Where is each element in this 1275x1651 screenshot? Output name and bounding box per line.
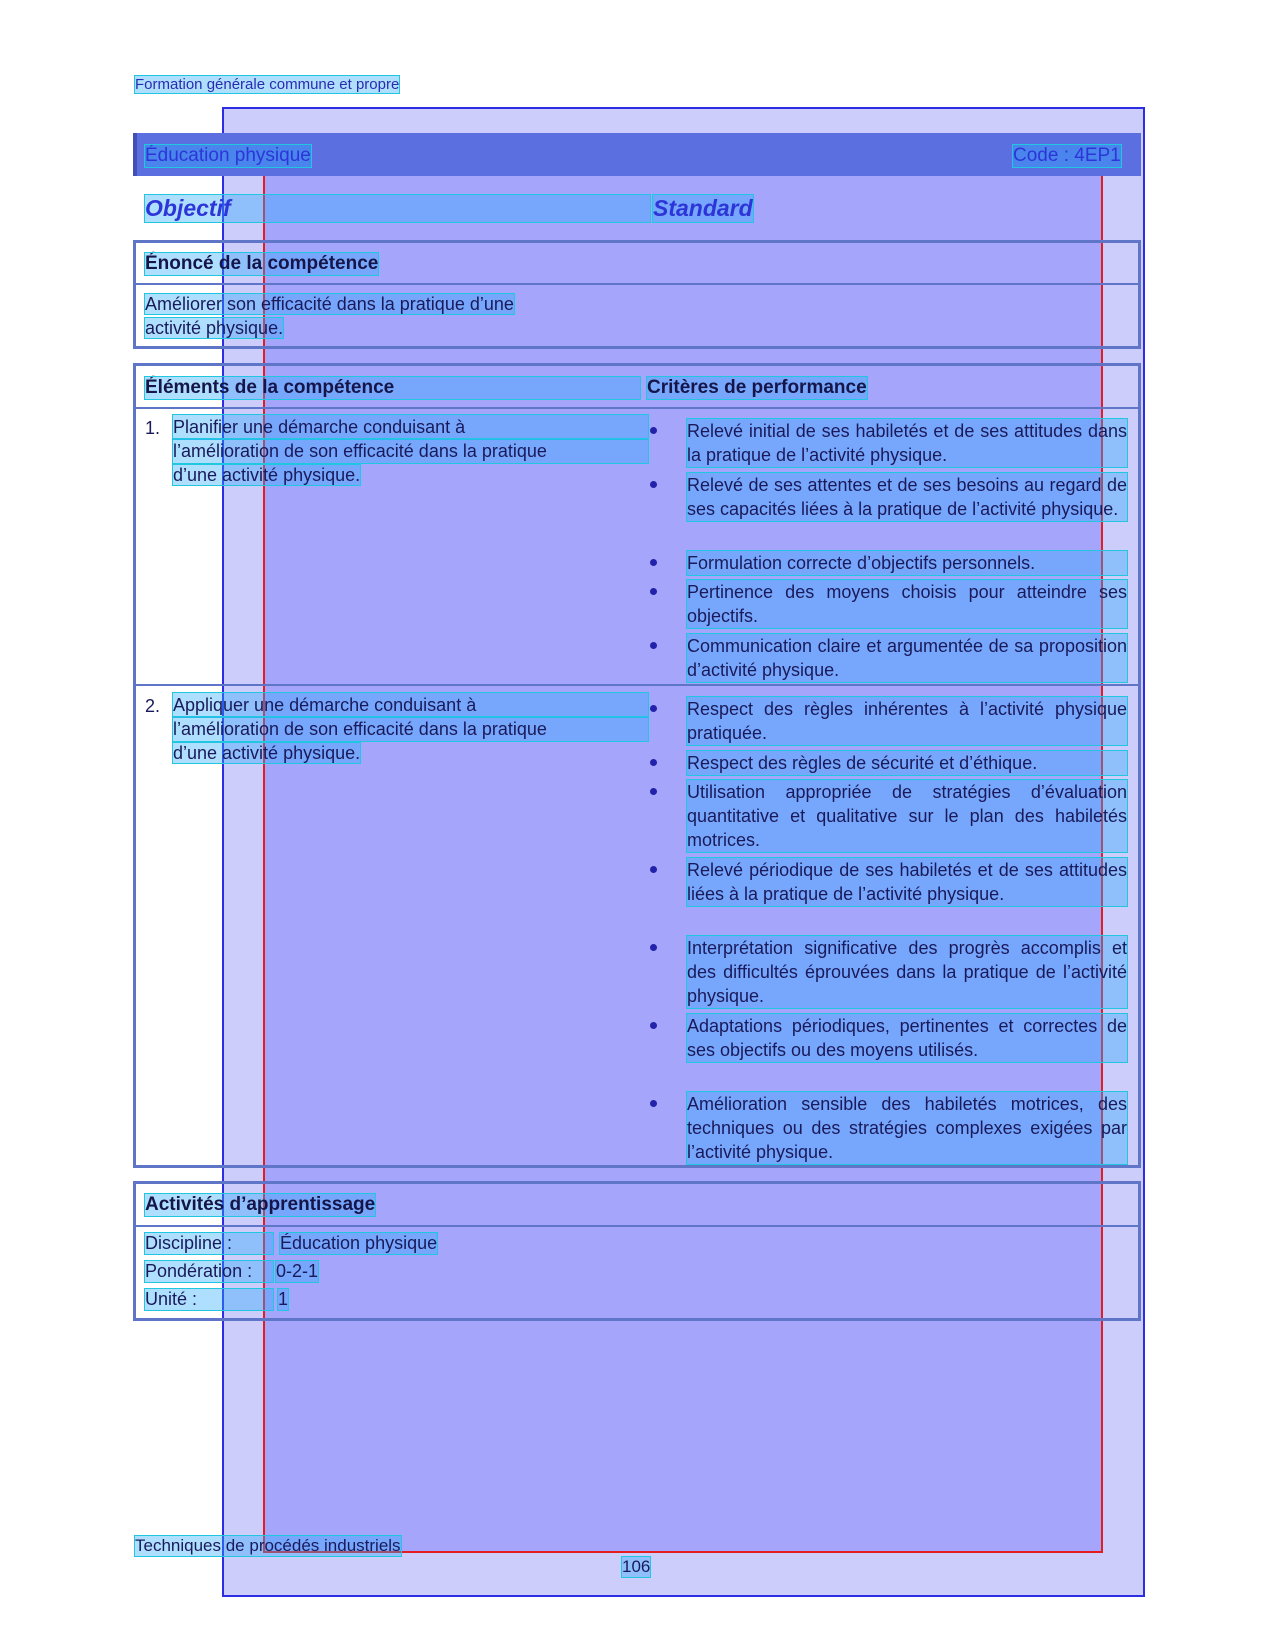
elements-row-divider: [136, 684, 1138, 686]
element-text: [173, 693, 613, 765]
criterion-text: Adaptations périodiques, pertinentes et correctes de ses objectifs ou des moyens utilisés.: [687, 1016, 1127, 1060]
criterion-text: Respect des règles inhérentes à l’activité physique pratiquée.: [687, 699, 1127, 743]
enonce-line: activité physique.: [145, 318, 284, 338]
criterion-text: Formulation correcte d’objectifs personnels.: [687, 551, 1127, 575]
element-number: 2.: [145, 696, 161, 716]
enonce-divider: [136, 283, 1138, 285]
enonce-line: Améliorer son efficacité dans la pratique d’une: [145, 294, 514, 314]
ponderation-value: 0-2-1: [276, 1261, 319, 1281]
objectif-heading: Objectif: [145, 195, 650, 222]
bullet-icon: [650, 759, 657, 766]
criteria-heading: Critères de performance: [647, 377, 867, 398]
criterion-text: Amélioration sensible des habiletés motrices, des techniques ou des stratégies complexes exigées par l’activité physique.: [687, 1094, 1127, 1162]
criterion-text: Relevé de ses attentes et de ses besoins au regard de ses capacités liées à la pratique de l’activité physique.: [687, 475, 1127, 519]
enonce-heading: Énoncé de la compétence: [145, 253, 379, 274]
criterion-text: Relevé initial de ses habiletés et de ses attitudes dans la pratique de l’activité physique.: [687, 421, 1127, 465]
running-header: Formation générale commune et propre: [135, 76, 400, 93]
elements-heading: Éléments de la compétence: [145, 377, 640, 399]
page-number: 106: [622, 1557, 651, 1576]
bullet-icon: [650, 559, 657, 566]
criterion-text: Communication claire et argumentée de sa proposition d’activité physique.: [687, 636, 1127, 680]
bullet-icon: [650, 705, 657, 712]
bullet-icon: [650, 1022, 657, 1029]
standard-heading: Standard: [653, 195, 753, 221]
bullet-icon: [650, 788, 657, 795]
element-line: Planifier une démarche conduisant à: [173, 415, 648, 439]
unite-value: 1: [278, 1289, 289, 1309]
footer-program: Techniques de procédés industriels: [135, 1536, 401, 1555]
bullet-icon: [650, 427, 657, 434]
enonce-text: [145, 292, 575, 340]
criterion-text: Utilisation appropriée de stratégies d’évaluation quantitative et qualitative sur le plan des habiletés motrices.: [687, 782, 1127, 850]
activites-divider: [136, 1225, 1138, 1227]
discipline-value: Éducation physique: [280, 1233, 438, 1253]
activites-heading: Activités d’apprentissage: [145, 1194, 376, 1215]
element-line: Appliquer une démarche conduisant à: [173, 693, 648, 717]
criterion-text: Respect des règles de sécurité et d’éthique.: [687, 751, 1127, 775]
elements-divider: [136, 407, 1138, 409]
element-number: 1.: [145, 418, 161, 438]
bullet-icon: [650, 481, 657, 488]
ponderation-label: Pondération :: [145, 1261, 273, 1282]
discipline-label: Discipline :: [145, 1233, 273, 1254]
bullet-icon: [650, 866, 657, 873]
bullet-icon: [650, 1100, 657, 1107]
bullet-icon: [650, 642, 657, 649]
bullet-icon: [650, 944, 657, 951]
criterion-text: Interprétation significative des progrès accomplis et des difficultés éprouvées dans la pratique de l’activité physique.: [687, 938, 1127, 1006]
course-title: Éducation physique: [145, 145, 311, 166]
element-text: [173, 415, 613, 487]
criterion-text: Pertinence des moyens choisis pour atteindre ses objectifs.: [687, 582, 1127, 626]
element-line: l’amélioration de son efficacité dans la pratique: [173, 439, 648, 463]
unite-label: Unité :: [145, 1289, 273, 1310]
criterion-text: Relevé périodique de ses habiletés et de ses attitudes liées à la pratique de l’activité physique.: [687, 860, 1127, 904]
bullet-icon: [650, 588, 657, 595]
element-line: d’une activité physique.: [173, 743, 361, 763]
element-line: l’amélioration de son efficacité dans la pratique: [173, 717, 648, 741]
element-line: d’une activité physique.: [173, 465, 361, 485]
course-code: Code : 4EP1: [1013, 145, 1121, 166]
